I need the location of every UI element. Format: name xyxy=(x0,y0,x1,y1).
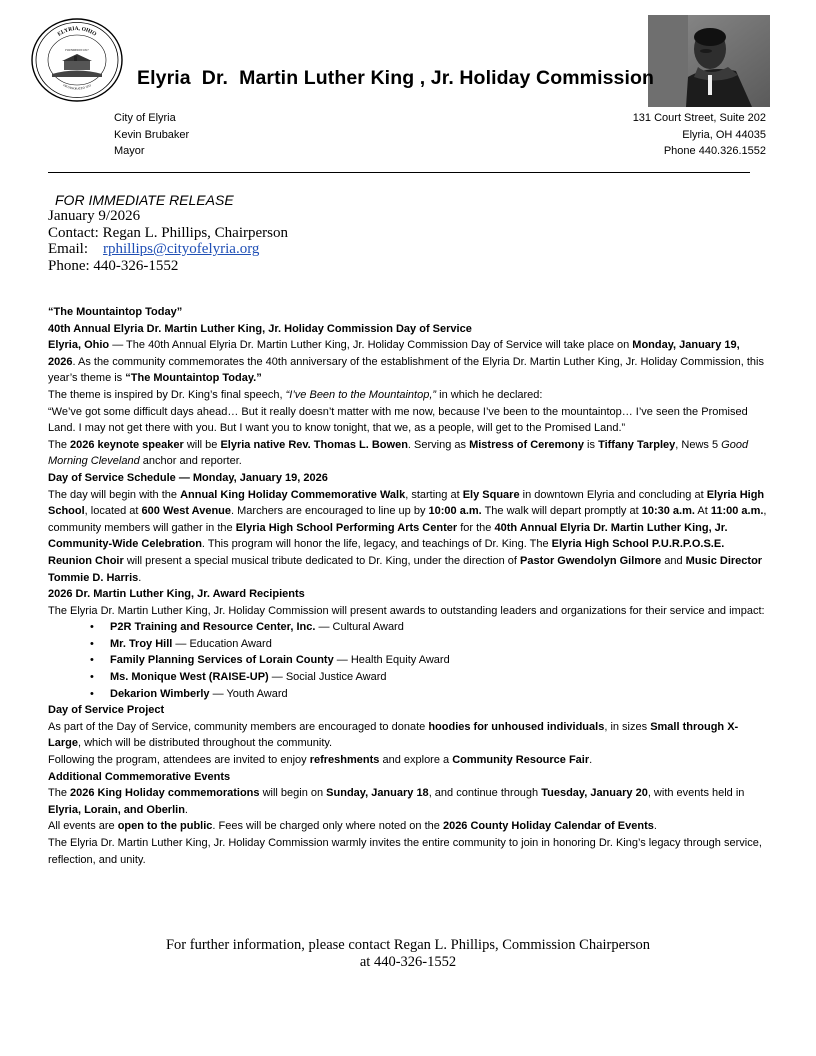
footer-line-1: For further information, please contact Regan L. Phillips, Commission Chairperson xyxy=(165,937,651,953)
list-item xyxy=(90,686,770,703)
commission-title: Elyria Dr. Martin Luther King , Jr. Holiday Commission xyxy=(137,67,655,89)
public-paragraph: All events are open to the public. Fees will be charged only where noted on the 2026 County Holiday Calendar of Events. xyxy=(48,820,657,833)
release-phone: Phone: 440-326-1552 xyxy=(48,257,179,274)
speech-quote: “We’ve got some difficult days ahead… But it really doesn’t matter with me now, because I’ve been to the mountaintop… I’ve seen the Promised Land. I may not get there with you. But I want you to know tonight, that we, as a people, will get to the Promised Land.” xyxy=(48,405,748,435)
list-item xyxy=(90,652,770,669)
release-contact: Contact: Regan L. Phillips, Chairperson xyxy=(48,224,288,241)
header-divider xyxy=(48,172,750,173)
email-link[interactable]: rphillips@cityofelyria.org xyxy=(103,241,260,257)
theme-paragraph: The theme is inspired by Dr. King’s final speech, “I’ve Been to the Mountaintop,” in which he declared: xyxy=(48,388,543,401)
award-recipient: Dekarion Wimberly xyxy=(110,687,210,700)
event-title: 40th Annual Elyria Dr. Martin Luther King, Jr. Holiday Commission Day of Service xyxy=(48,322,472,335)
refreshments-paragraph: Following the program, attendees are invited to enjoy refreshments and explore a Community Resource Fair. xyxy=(48,754,593,767)
schedule-paragraph: The day will begin with the Annual King Holiday Commemorative Walk, starting at Ely Square in downtown Elyria and concluding at Elyria High School, located at 600 West Avenue. Marchers are encouraged to line up by 10:00 a.m. The walk will depart promptly at 10:30 a.m. At 11:00 a.m., community members will gather in the Elyria High School Performing Arts Center for the 40th Annual Elyria Dr. Martin Luther King, Jr. Community-Wide Celebration. This program will honor the life, legacy, and teachings of Dr. King. The Elyria High School P.U.R.P.O.S.E. Reunion Choir will present a special musical tribute dedicated to Dr. King, under the direction of Pastor Gwendolyn Gilmore and Music Director Tommie D. Harris. xyxy=(48,488,767,584)
footer-contact xyxy=(0,937,816,970)
list-item xyxy=(90,619,770,636)
bullet-icon: • xyxy=(90,637,94,650)
portrait-photo xyxy=(648,15,770,107)
award-name: — Youth Award xyxy=(209,687,288,700)
award-recipient: Mr. Troy Hill xyxy=(110,637,173,650)
release-label: FOR IMMEDIATE RELEASE xyxy=(55,192,234,208)
award-name: — Health Equity Award xyxy=(333,654,450,667)
project-paragraph: As part of the Day of Service, community members are encouraged to donate hoodies for unhoused individuals, in sizes Small through X-Large, which will be distributed throughout the community. xyxy=(48,720,739,750)
seal-bottom-text: INCORPORATED 1833 xyxy=(62,83,92,91)
city-info xyxy=(114,110,189,160)
award-name: — Cultural Award xyxy=(315,621,404,634)
list-item xyxy=(90,669,770,686)
award-name: — Social Justice Award xyxy=(268,671,387,684)
seal-top-text: ELYRIA, OHIO xyxy=(56,25,98,38)
intro-paragraph: Elyria, Ohio — The 40th Annual Elyria Dr. Martin Luther King, Jr. Holiday Commission Day of Service will take place on Monday, January 19, 2026. As the community commemorates the 40th anniversary of the establishment of the Elyria Dr. Martin Luther King, Jr. Holiday Commission, this year’s theme is “The Mountaintop Today.” xyxy=(48,339,764,385)
bullet-icon: • xyxy=(90,654,94,667)
closing-paragraph: The Elyria Dr. Martin Luther King, Jr. Holiday Commission warmly invites the entire community to join in honoring Dr. King’s legacy through service, reflection, and unity. xyxy=(48,837,762,866)
bullet-icon: • xyxy=(90,671,94,684)
award-recipient: Family Planning Services of Lorain County xyxy=(110,654,334,667)
events-paragraph: The 2026 King Holiday commemorations will begin on Sunday, January 18, and continue through Tuesday, January 20, with events held in Elyria, Lorain, and Oberlin. xyxy=(48,787,745,816)
email-label: Email: xyxy=(48,241,88,257)
schedule-heading: Day of Service Schedule — Monday, January 19, 2026 xyxy=(48,471,328,484)
seal-inner-text: FOUNDED IN 1817 xyxy=(65,49,89,52)
release-email xyxy=(48,241,288,258)
city-state-zip: Elyria, OH 44035 xyxy=(682,128,766,141)
city-name: City of Elyria xyxy=(114,112,176,124)
footer-line-2: at 440-326-1552 xyxy=(359,953,457,970)
office-address xyxy=(633,110,766,160)
release-date: January 9/2026 xyxy=(48,208,141,224)
award-recipient: P2R Training and Resource Center, Inc. xyxy=(110,621,316,634)
awards-intro: The Elyria Dr. Martin Luther King, Jr. Holiday Commission will present awards to outstanding leaders and organizations for their service and impact: xyxy=(48,604,765,617)
release-info xyxy=(48,192,288,274)
bullet-icon: • xyxy=(90,621,94,634)
speaker-paragraph: The 2026 keynote speaker will be Elyria native Rev. Thomas L. Bowen. Serving as Mistress of Ceremony is Tiffany Tarpley, News 5 Good Morning Cleveland anchor and reporter. xyxy=(48,438,749,468)
awards-heading: 2026 Dr. Martin Luther King, Jr. Award Recipients xyxy=(48,588,305,601)
mayor-name: Kevin Brubaker xyxy=(114,128,190,141)
award-recipient: Ms. Monique West (RAISE-UP) xyxy=(110,671,269,684)
office-phone: Phone 440.326.1552 xyxy=(663,145,766,157)
awards-list xyxy=(48,619,770,702)
award-name: — Education Award xyxy=(172,637,272,650)
list-item xyxy=(90,636,770,653)
press-release-body xyxy=(48,304,770,868)
city-seal-logo xyxy=(30,17,124,103)
project-heading: Day of Service Project xyxy=(48,704,165,717)
bullet-icon: • xyxy=(90,687,94,700)
street-address: 131 Court Street, Suite 202 xyxy=(632,112,766,124)
mayor-title: Mayor xyxy=(114,145,145,157)
theme-title: “The Mountaintop Today” xyxy=(48,306,183,318)
events-heading: Additional Commemorative Events xyxy=(48,770,231,783)
